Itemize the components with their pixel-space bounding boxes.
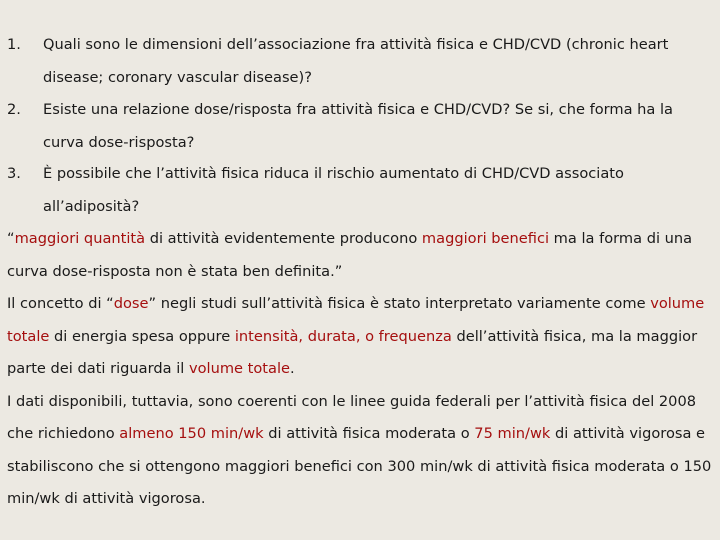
quote-paragraph [7,223,717,288]
list-item-text: Esiste una relazione dose/risposta fra attività fisica e CHD/CVD? Se si, che forma ha la curva dose-risposta? [43,101,674,151]
highlight-text: volume totale [188,360,291,377]
list-item [0,94,715,159]
paragraph-text: ma la forma di una curva dose-risposta non è stata ben definita.” [7,230,693,280]
dose-concept-paragraph [7,288,717,386]
highlight-text: volume totale [7,295,705,345]
highlight-text: maggiori benefici [421,230,550,247]
list-item-text: Quali sono le dimensioni dell’associazione fra attività fisica e CHD/CVD (chronic heart disease; coronary vascular disease)? [43,36,669,86]
highlight-text: maggiori quantità [14,230,146,247]
paragraph-text: di energia spesa oppure [49,327,235,345]
paragraph-text: di attività evidentemente producono [145,230,422,247]
list-number: 2. [7,101,21,118]
paragraph-text: I dati disponibili, tuttavia, sono coerenti con le linee guida federali per l’attività fisica del 2008 che richiedono [7,392,697,442]
highlight-text: intensità, durata, o frequenza [234,327,452,345]
list-number: 3. [7,165,21,182]
highlight-text: almeno 150 min/wk [119,425,264,442]
list-item [0,158,715,223]
body-text [7,223,717,516]
guidelines-paragraph [7,386,717,516]
highlight-text: dose [113,295,149,312]
paragraph-text: Il concetto di “ [7,295,114,312]
quote-mark: “ [7,230,15,247]
paragraph-text: di attività fisica moderata o [263,425,475,442]
paragraph-text: dell’attività fisica, ma la maggior parte dei dati riguarda il [7,327,698,377]
paragraph-text: . [290,360,295,377]
list-number: 1. [7,36,21,53]
paragraph-text: ” negli studi sull’attività fisica è stato interpretato variamente come [148,295,651,312]
highlight-text: 75 min/wk [474,425,551,442]
list-item [0,29,715,94]
list-item-text: È possibile che l’attività fisica riduca il rischio aumentato di CHD/CVD associato all’adiposità? [43,165,624,215]
paragraph-text: di attività vigorosa e stabiliscono che si ottengono maggiori benefici con 300 min/wk di attività fisica moderata o 150 min/wk di attività vigorosa. [7,425,712,507]
